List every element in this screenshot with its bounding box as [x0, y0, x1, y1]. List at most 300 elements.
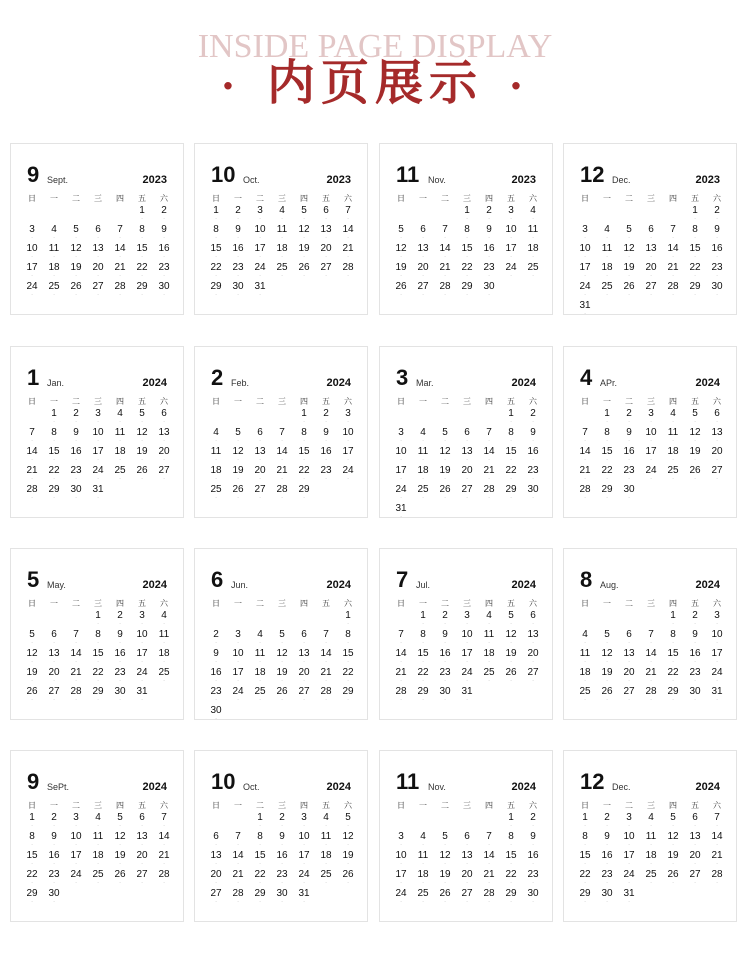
day-number: 3 — [626, 812, 632, 823]
day-cell — [87, 869, 109, 888]
lunar-mark: · — [281, 678, 283, 683]
day-cell — [293, 667, 315, 686]
lunar-mark: · — [444, 880, 446, 885]
month-number: 9 — [27, 162, 40, 187]
day-cell — [522, 812, 544, 831]
day-number: 27 — [92, 281, 104, 292]
day-cell — [315, 831, 337, 850]
day-cell — [87, 408, 109, 427]
day-number: 29 — [210, 281, 222, 292]
day-number: 25 — [667, 465, 679, 476]
lunar-mark: · — [259, 273, 261, 278]
day-cell — [43, 446, 65, 465]
day-number: 11 — [527, 224, 539, 235]
day-cell — [271, 686, 293, 705]
day-number: 17 — [645, 446, 657, 457]
day-number: 16 — [158, 243, 170, 254]
day-number: 6 — [323, 205, 329, 216]
day-cell — [478, 281, 500, 300]
lunar-mark: · — [672, 476, 674, 481]
lunar-mark: · — [532, 419, 534, 424]
lunar-mark: · — [97, 476, 99, 481]
day-cell — [640, 427, 662, 446]
day-number: 25 — [276, 262, 288, 273]
day-cell — [271, 648, 293, 667]
day-number: 4 — [161, 610, 167, 621]
weekday-header: 六 — [529, 801, 537, 810]
day-number: 10 — [461, 629, 473, 640]
day-cell — [109, 408, 131, 427]
lunar-mark: · — [347, 476, 349, 481]
day-cell — [500, 648, 522, 667]
lunar-mark: · — [119, 842, 121, 847]
day-cell — [205, 888, 227, 907]
lunar-mark: · — [466, 476, 468, 481]
day-number: 29 — [505, 888, 517, 899]
day-cell — [596, 869, 618, 888]
day-cell — [249, 446, 271, 465]
lunar-mark: · — [400, 273, 402, 278]
day-number: 30 — [210, 705, 222, 716]
day-number: 22 — [136, 262, 148, 273]
lunar-mark: · — [325, 861, 327, 866]
lunar-mark: · — [163, 640, 165, 645]
weekday-header: 二 — [625, 599, 633, 608]
lunar-mark: · — [444, 842, 446, 847]
day-number: 11 — [667, 427, 679, 438]
day-number: 20 — [623, 667, 635, 678]
day-number: 7 — [345, 205, 351, 216]
lunar-mark: · — [215, 235, 217, 240]
lunar-mark: · — [650, 842, 652, 847]
day-number: 18 — [667, 446, 679, 457]
day-number: 6 — [95, 224, 101, 235]
day-number: 27 — [298, 686, 310, 697]
lunar-mark: · — [400, 476, 402, 481]
month-days-table — [390, 597, 544, 705]
day-cell — [500, 629, 522, 648]
month-number: 8 — [580, 567, 593, 592]
month-number: 9 — [27, 769, 40, 794]
day-cell — [662, 831, 684, 850]
day-cell — [227, 667, 249, 686]
lunar-mark: · — [97, 419, 99, 424]
lunar-mark: · — [694, 235, 696, 240]
day-cell — [390, 427, 412, 446]
day-number: 17 — [579, 262, 591, 273]
day-number: 14 — [579, 446, 591, 457]
day-number: 27 — [527, 667, 539, 678]
weekday-header: 一 — [419, 599, 427, 608]
lunar-mark: · — [694, 697, 696, 702]
lunar-mark: · — [141, 678, 143, 683]
weekday-header: 五 — [138, 397, 146, 406]
lunar-mark: · — [31, 842, 33, 847]
day-cell — [390, 629, 412, 648]
lunar-mark: · — [466, 216, 468, 221]
day-number: 8 — [582, 831, 588, 842]
lunar-mark: · — [672, 254, 674, 259]
day-number: 29 — [689, 281, 701, 292]
day-cell — [153, 446, 175, 465]
day-number: 15 — [26, 850, 38, 861]
day-number: 26 — [439, 888, 451, 899]
day-cell — [574, 262, 596, 281]
lunar-mark: · — [281, 216, 283, 221]
day-cell — [662, 224, 684, 243]
day-cell — [522, 262, 544, 281]
lunar-mark: · — [584, 311, 586, 316]
day-number: 14 — [483, 446, 495, 457]
lunar-mark: · — [97, 292, 99, 297]
day-cell — [249, 686, 271, 705]
day-number: 6 — [213, 831, 219, 842]
day-cell — [640, 869, 662, 888]
lunar-mark: · — [259, 861, 261, 866]
day-cell — [271, 888, 293, 907]
day-cell — [153, 205, 175, 224]
day-cell — [456, 243, 478, 262]
lunar-mark: · — [606, 640, 608, 645]
weekday-header: 六 — [344, 599, 352, 608]
lunar-mark: · — [325, 273, 327, 278]
lunar-mark: · — [163, 861, 165, 866]
month-number: 7 — [396, 567, 409, 592]
day-number: 1 — [604, 408, 610, 419]
day-number: 28 — [114, 281, 126, 292]
day-number: 1 — [29, 812, 35, 823]
lunar-mark: · — [347, 457, 349, 462]
day-number: 30 — [527, 484, 539, 495]
day-cell — [21, 484, 43, 503]
day-cell — [131, 243, 153, 262]
day-number: 1 — [508, 812, 514, 823]
weekday-header: 四 — [669, 397, 677, 406]
day-number: 12 — [505, 629, 517, 640]
day-number: 22 — [579, 869, 591, 880]
weekday-header: 日 — [212, 194, 220, 203]
lunar-mark: · — [325, 697, 327, 702]
title-dot-left: · — [221, 63, 241, 110]
day-cell — [109, 667, 131, 686]
day-cell — [109, 281, 131, 300]
lunar-mark: · — [510, 235, 512, 240]
day-number: 1 — [582, 812, 588, 823]
day-number: 25 — [527, 262, 539, 273]
day-number: 25 — [92, 869, 104, 880]
lunar-mark: · — [510, 216, 512, 221]
day-cell — [662, 812, 684, 831]
weekday-header: 日 — [581, 599, 589, 608]
day-number: 20 — [92, 262, 104, 273]
lunar-mark: · — [53, 899, 55, 904]
lunar-mark: · — [281, 697, 283, 702]
day-cell — [43, 888, 65, 907]
day-number: 16 — [320, 446, 332, 457]
lunar-mark: · — [259, 678, 261, 683]
lunar-mark: · — [650, 476, 652, 481]
day-cell — [131, 686, 153, 705]
day-cell — [227, 243, 249, 262]
lunar-mark: · — [141, 273, 143, 278]
lunar-mark: · — [466, 861, 468, 866]
day-number: 11 — [92, 831, 104, 842]
weekday-header: 日 — [28, 397, 36, 406]
day-number: 22 — [689, 262, 701, 273]
lunar-mark: · — [672, 621, 674, 626]
lunar-mark: · — [694, 216, 696, 221]
lunar-mark: · — [672, 640, 674, 645]
weekday-header: 四 — [669, 194, 677, 203]
day-cell — [456, 281, 478, 300]
day-number: 5 — [442, 831, 448, 842]
lunar-mark: · — [75, 640, 77, 645]
day-number: 1 — [345, 610, 351, 621]
lunar-mark: · — [466, 254, 468, 259]
month-year: 2024 — [326, 377, 351, 389]
day-cell — [131, 281, 153, 300]
day-number: 2 — [714, 205, 720, 216]
lunar-mark: · — [584, 476, 586, 481]
day-cell — [412, 686, 434, 705]
day-number: 28 — [645, 686, 657, 697]
weekday-header: 六 — [529, 599, 537, 608]
day-cell — [618, 243, 640, 262]
day-number: 21 — [232, 869, 244, 880]
day-cell — [522, 648, 544, 667]
day-number: 16 — [601, 850, 613, 861]
day-cell — [390, 888, 412, 907]
day-cell — [522, 667, 544, 686]
day-number: 4 — [648, 812, 654, 823]
day-number: 2 — [323, 408, 329, 419]
day-number: 6 — [420, 224, 426, 235]
lunar-mark: · — [466, 621, 468, 626]
day-cell — [684, 408, 706, 427]
day-number: 3 — [139, 610, 145, 621]
day-number: 26 — [342, 869, 354, 880]
weekday-header: 日 — [212, 397, 220, 406]
lunar-mark: · — [716, 842, 718, 847]
day-number: 13 — [48, 648, 60, 659]
day-number: 19 — [439, 465, 451, 476]
day-number: 27 — [461, 888, 473, 899]
lunar-mark: · — [163, 254, 165, 259]
day-cell — [43, 281, 65, 300]
day-number: 10 — [711, 629, 723, 640]
day-cell — [618, 812, 640, 831]
day-cell — [109, 850, 131, 869]
lunar-mark: · — [422, 254, 424, 259]
day-cell — [434, 262, 456, 281]
day-cell — [153, 281, 175, 300]
lunar-mark: · — [31, 823, 33, 828]
lunar-mark: · — [510, 899, 512, 904]
day-cell — [65, 262, 87, 281]
lunar-mark: · — [303, 842, 305, 847]
weekday-header: 四 — [485, 194, 493, 203]
lunar-mark: · — [628, 697, 630, 702]
day-cell — [131, 667, 153, 686]
day-cell — [456, 831, 478, 850]
lunar-mark: · — [628, 861, 630, 866]
day-cell — [205, 648, 227, 667]
lunar-mark: · — [281, 495, 283, 500]
day-number: 18 — [417, 869, 429, 880]
lunar-mark: · — [488, 254, 490, 259]
lunar-mark: · — [422, 640, 424, 645]
lunar-mark: · — [694, 621, 696, 626]
day-number: 29 — [136, 281, 148, 292]
day-number: 28 — [483, 888, 495, 899]
day-number: 2 — [626, 408, 632, 419]
day-number: 4 — [530, 205, 536, 216]
lunar-mark: · — [53, 495, 55, 500]
lunar-mark: · — [606, 476, 608, 481]
lunar-mark: · — [259, 457, 261, 462]
day-cell — [271, 667, 293, 686]
day-cell — [271, 831, 293, 850]
day-cell — [456, 446, 478, 465]
day-number: 30 — [601, 888, 613, 899]
day-number: 21 — [711, 850, 723, 861]
month-year: 2024 — [326, 781, 351, 793]
day-number: 13 — [254, 446, 266, 457]
day-number: 15 — [667, 648, 679, 659]
lunar-mark: · — [53, 659, 55, 664]
day-number: 8 — [213, 224, 219, 235]
day-cell — [109, 686, 131, 705]
day-number: 14 — [158, 831, 170, 842]
lunar-mark: · — [488, 273, 490, 278]
lunar-mark: · — [650, 292, 652, 297]
lunar-mark: · — [215, 216, 217, 221]
day-number: 4 — [670, 408, 676, 419]
day-number: 17 — [623, 850, 635, 861]
lunar-mark: · — [716, 292, 718, 297]
month-card — [379, 346, 553, 518]
day-number: 17 — [461, 648, 473, 659]
lunar-mark: · — [97, 495, 99, 500]
day-cell — [87, 812, 109, 831]
day-number: 5 — [235, 427, 241, 438]
lunar-mark: · — [31, 292, 33, 297]
day-number: 31 — [711, 686, 723, 697]
day-number: 15 — [461, 243, 473, 254]
day-number: 17 — [505, 243, 517, 254]
day-cell — [87, 831, 109, 850]
day-number: 18 — [601, 262, 613, 273]
lunar-mark: · — [422, 899, 424, 904]
day-number: 26 — [276, 686, 288, 697]
day-number: 3 — [345, 408, 351, 419]
day-cell — [205, 243, 227, 262]
day-cell — [456, 465, 478, 484]
day-number: 15 — [92, 648, 104, 659]
day-cell — [337, 446, 359, 465]
lunar-mark: · — [259, 292, 261, 297]
month-days-table — [574, 395, 728, 503]
lunar-mark: · — [119, 476, 121, 481]
day-number: 23 — [48, 869, 60, 880]
day-number: 21 — [483, 869, 495, 880]
day-cell — [596, 648, 618, 667]
weekday-header: 六 — [160, 599, 168, 608]
lunar-mark: · — [444, 678, 446, 683]
day-number: 3 — [398, 831, 404, 842]
weekday-header: 五 — [691, 194, 699, 203]
day-cell — [153, 610, 175, 629]
day-cell — [596, 850, 618, 869]
day-number: 22 — [417, 667, 429, 678]
day-number: 19 — [689, 446, 701, 457]
day-cell — [684, 869, 706, 888]
weekday-header: 日 — [581, 194, 589, 203]
day-cell — [109, 648, 131, 667]
day-number: 21 — [276, 465, 288, 476]
lunar-mark: · — [444, 861, 446, 866]
day-cell — [271, 850, 293, 869]
day-cell — [684, 243, 706, 262]
weekday-header: 三 — [94, 801, 102, 810]
weekday-header: 五 — [322, 801, 330, 810]
day-cell — [522, 484, 544, 503]
day-number: 28 — [667, 281, 679, 292]
day-number: 3 — [648, 408, 654, 419]
day-number: 22 — [26, 869, 38, 880]
day-number: 2 — [213, 629, 219, 640]
day-cell — [500, 205, 522, 224]
day-cell — [315, 205, 337, 224]
lunar-mark: · — [628, 476, 630, 481]
day-number: 24 — [254, 262, 266, 273]
day-cell — [271, 427, 293, 446]
month-name: Dec. — [612, 782, 631, 792]
day-cell — [478, 629, 500, 648]
day-number: 10 — [395, 446, 407, 457]
month-card — [194, 750, 368, 922]
lunar-mark: · — [163, 273, 165, 278]
day-cell — [205, 831, 227, 850]
lunar-mark: · — [31, 495, 33, 500]
day-number: 19 — [70, 262, 82, 273]
day-number: 21 — [158, 850, 170, 861]
month-days-table — [390, 799, 544, 907]
day-number: 23 — [70, 465, 82, 476]
day-cell — [662, 281, 684, 300]
day-cell — [640, 281, 662, 300]
day-number: 30 — [527, 888, 539, 899]
day-number: 3 — [257, 205, 263, 216]
lunar-mark: · — [628, 659, 630, 664]
day-number: 6 — [714, 408, 720, 419]
day-cell — [109, 446, 131, 465]
day-cell — [315, 850, 337, 869]
day-number: 18 — [92, 850, 104, 861]
day-number: 19 — [439, 869, 451, 880]
day-cell — [227, 888, 249, 907]
day-number: 26 — [395, 281, 407, 292]
lunar-mark: · — [53, 823, 55, 828]
day-cell — [87, 686, 109, 705]
day-number: 14 — [645, 648, 657, 659]
day-cell — [522, 205, 544, 224]
day-number: 28 — [439, 281, 451, 292]
day-cell — [456, 648, 478, 667]
day-number: 20 — [210, 869, 222, 880]
day-number: 8 — [508, 427, 514, 438]
lunar-mark: · — [259, 842, 261, 847]
